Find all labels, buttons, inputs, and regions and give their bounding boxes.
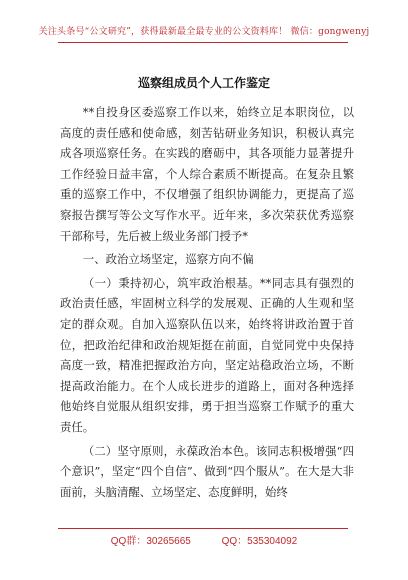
footer-qq: QQ：535304092 [221, 536, 298, 547]
document-title: 巡察组成员个人工作鉴定 [137, 76, 270, 90]
footer-divider [58, 528, 348, 529]
section-heading: 一、政治立场坚定，巡察方向不偏 [82, 252, 254, 267]
footer-contact [0, 532, 408, 547]
header-divider [58, 42, 348, 43]
paragraph-intro: **自投身区委巡察工作以来，始终立足本职岗位，以高度的责任感和使命感，刻苦钻研业务知识，积极认真完成各项巡察任务。在实践的磨砺中，其各项能力显著提升工作经验日益丰富，个人综合素质不断提高。在复杂且繁重的巡察工作中，不仅增强了组织协调能力，更提高了巡察报告撰写等公文写作水平。近年来，多次荣获优秀巡察干部称号，先后被上级业务部门授予* [60, 105, 354, 243]
header-note: 关注头条号“公文研究”，获得最新最全最专业的公文资料库！ 微信：gongwenyj [38, 27, 370, 37]
paragraph-point-1: （一）秉持初心，筑牢政治根基。**同志具有强烈的政治责任感，牢固树立科学的发展观、正确的人生观和坚定的群众观。自加入巡察队伍以来，始终将讲政治置于首位，把政治纪律和政治规矩挺在前面，自觉同党中央保持高度一致，精准把握政治方向，坚定站稳政治立场，不断提高政治能力。在个人成长进步的道路上，面对各种选择他始终自觉服从组织安排，勇于担当巡察工作赋予的重大责任。 [60, 275, 354, 434]
footer-qq-group: QQ群：30265665 [110, 536, 191, 547]
paragraph-point-2: （二）坚守原则，永葆政治本色。该同志积极增强“四个意识”，坚定“四个自信”、做到“四个服从”。在大是大非面前，头脑清醒、立场坚定、态度鲜明，始终 [60, 443, 354, 499]
document-body [60, 102, 354, 502]
